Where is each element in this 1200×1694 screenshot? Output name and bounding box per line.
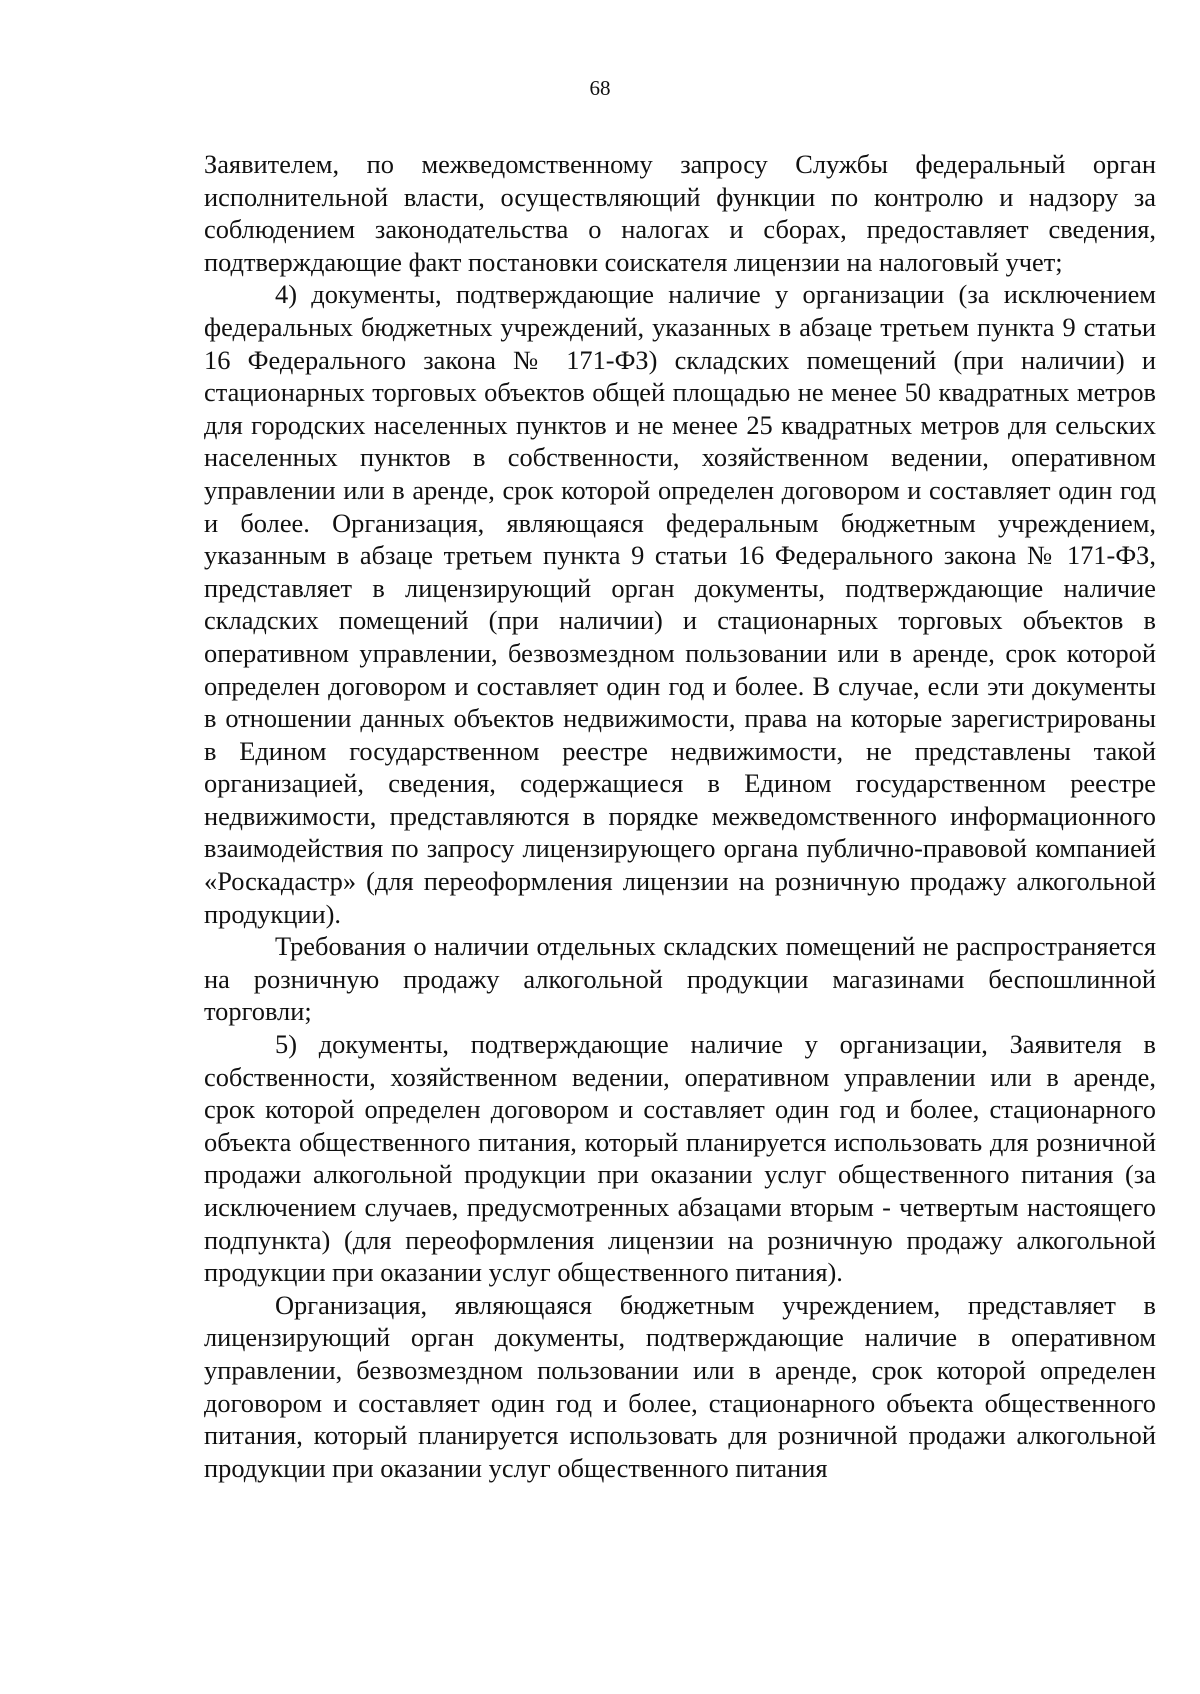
paragraph-continuation: Заявителем, по межведомственному запросу Службы федеральный орган исполнительной власти, осуществляющий функции по контролю и надзору за соблюдением законодательства о налогах и сборах, предоставляет сведения, подтверждающие факт постановки соискателя лицензии на налоговый учет; (204, 149, 1156, 277)
paragraph-budget-institution: Организация, являющаяся бюджетным учреждением, представляет в лицензирующий орган документы, подтверждающие наличие в оперативном управлении, безвозмездном пользовании или в аренде, срок которой определен договором и составляет один год и более, стационарного объекта общественного питания, который планируется использовать для розничной продажи алкогольной продукции при оказании услуг общественного питания (204, 1289, 1156, 1483)
paragraph-item-4: 4) документы, подтверждающие наличие у организации (за исключением федеральных бюджетных учреждений, указанных в абзаце третьем пункта 9 статьи 16 Федерального закона № 171-ФЗ) складских помещений (при наличии) и стационарных торговых объектов общей площадью не менее 50 квадратных метров для городских населенных пунктов и не менее 25 квадратных метров для сельских населенных пунктов в собственности, хозяйственном ведении, оперативном управлении или в аренде, срок которой определен договором и составляет один год и более. Организация, являющаяся федеральным бюджетным учреждением, указанным в абзаце третьем пункта 9 статьи 16 Федерального закона № 171-ФЗ, представляет в лицензирующий орган документы, подтверждающие наличие складских помещений (при наличии) и стационарных торговых объектов в оперативном управлении, безвозмездном пользовании или в аренде, срок которой определен договором и составляет один год и более. В случае, если эти документы в отношении данных объектов недвижимости, права на которые зарегистрированы в Едином государственном реестре недвижимости, не представлены такой организацией, сведения, содержащиеся в Едином государственном реестре недвижимости, представляются в порядке межведомственного информационного взаимодействия по запросу лицензирующего органа публично-правовой компанией «Роскадастр» (для переоформления лицензии на розничную продажу алкогольной продукции). (204, 279, 1156, 929)
page-number: 68 (589, 76, 611, 100)
paragraph-item-5: 5) документы, подтверждающие наличие у организации, Заявителя в собственности, хозяйственном ведении, оперативном управлении или в аренде, срок которой определен договором и составляет один год и более, стационарного объекта общественного питания, который планируется использовать для розничной продажи алкогольной продукции при оказании услуг общественного питания (за исключением случаев, предусмотренных абзацами вторым - четвертым настоящего подпункта) (для переоформления лицензии на розничную продажу алкогольной продукции при оказании услуг общественного питания). (204, 1029, 1156, 1288)
paragraph-storage-requirements: Требования о наличии отдельных складских помещений не распространяется на розничную продажу алкогольной продукции магазинами беспошлинной торговли; (204, 931, 1156, 1027)
document-body (204, 148, 1156, 1484)
